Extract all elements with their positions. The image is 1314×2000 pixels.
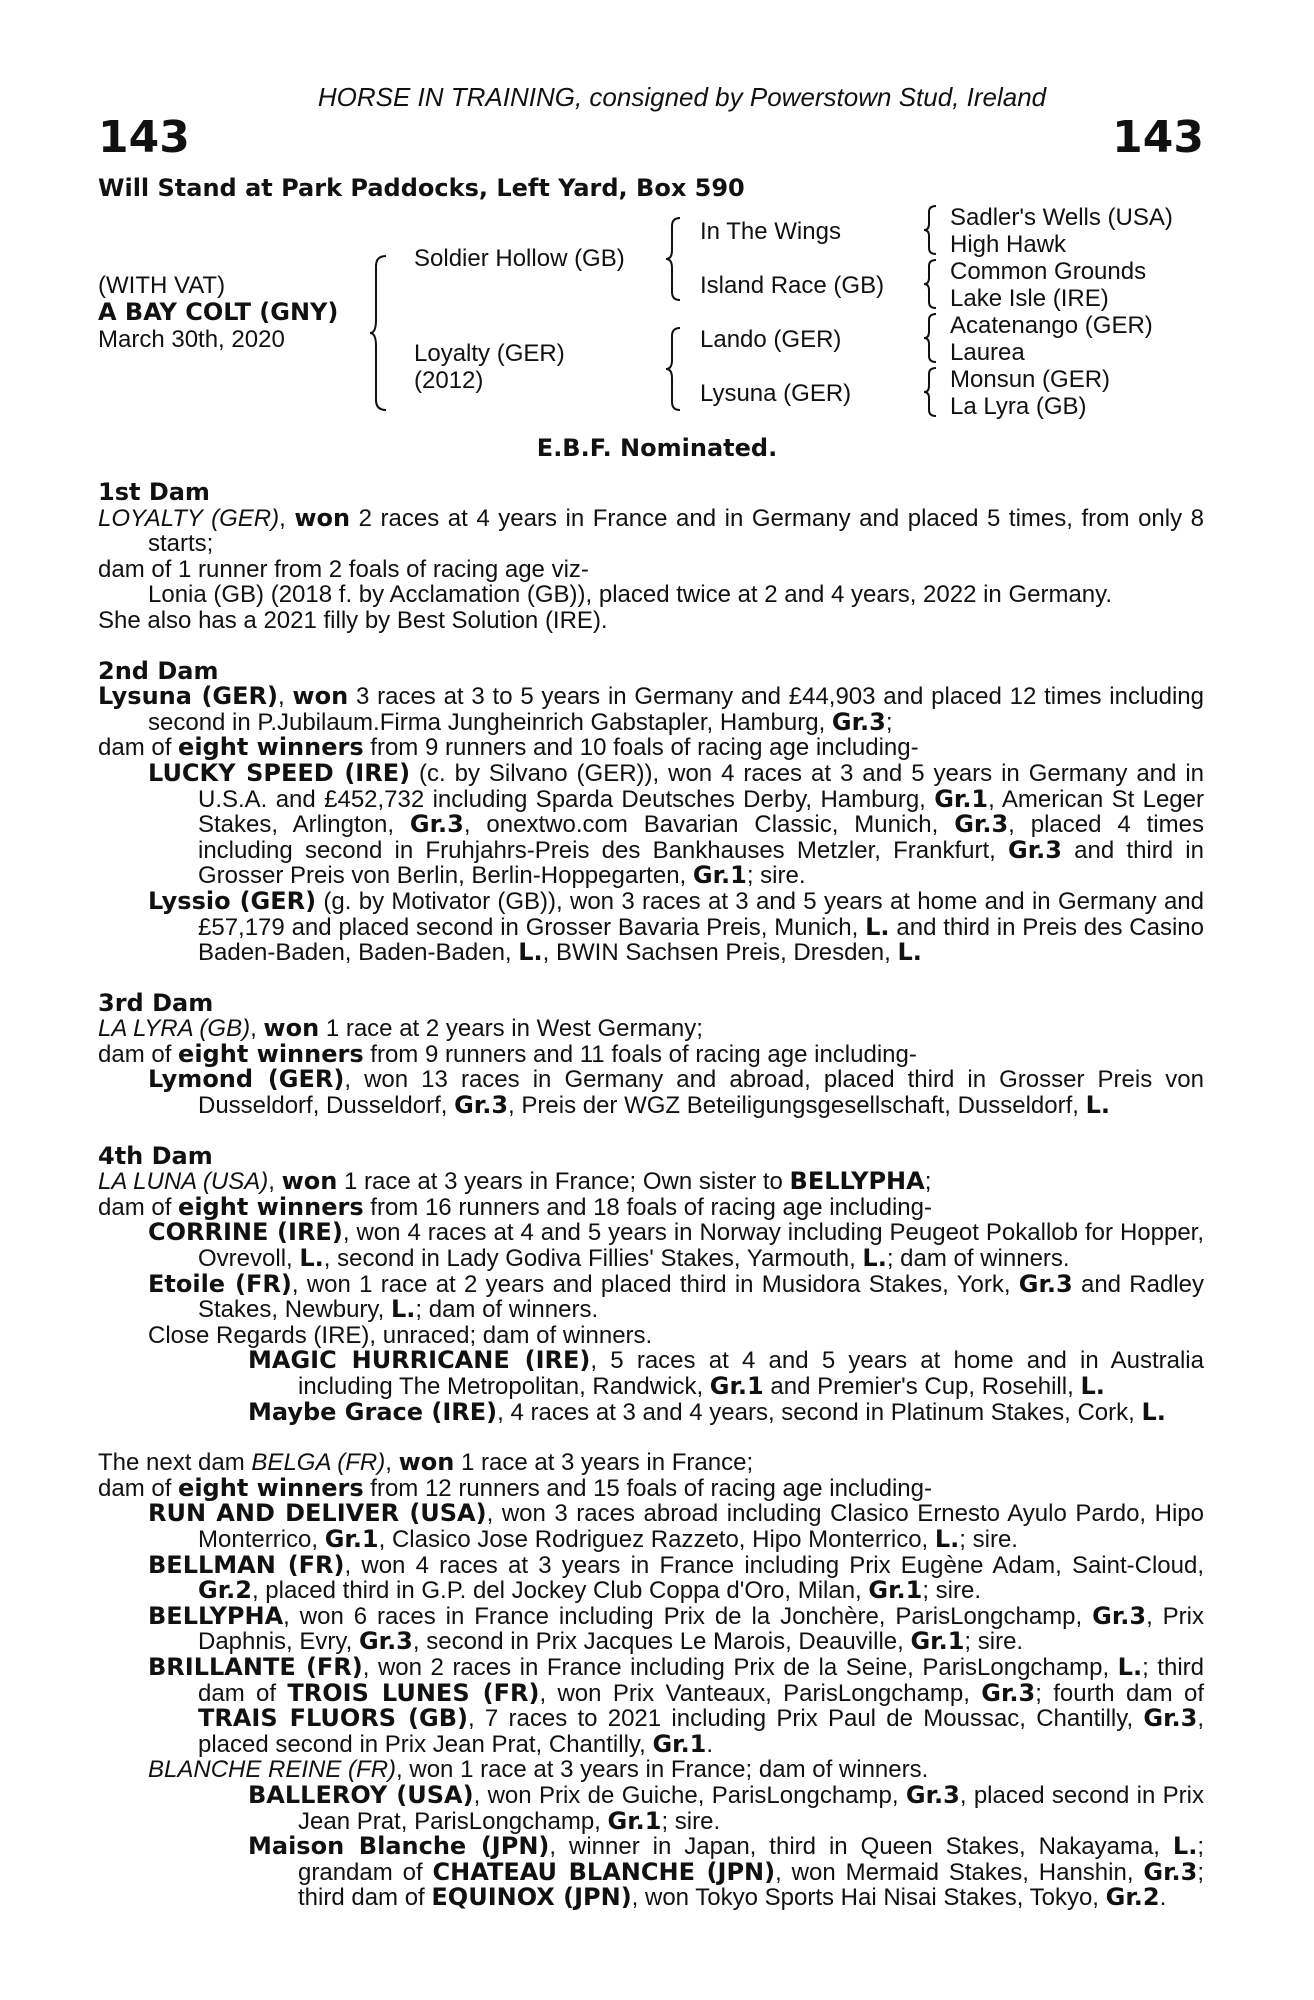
produce-bellypha <box>98 1601 1204 1656</box>
t: , American St Leger Stakes, Arlington, <box>198 785 1204 839</box>
t: ; sire. <box>922 1577 982 1605</box>
grade-label: Gr.1 <box>934 784 989 813</box>
grade-label: Gr.3 <box>1092 1601 1147 1630</box>
grade-label: Gr.3 <box>831 707 886 736</box>
listed-label: L. <box>1085 1091 1111 1120</box>
t: , second in Prix Jacques Le Marois, Deauville, <box>412 1628 911 1656</box>
t: , placed third in G.P. del Jockey Club Coppa d'Oro, Milan, <box>251 1577 869 1605</box>
t: and third in Grosser Preis von Berlin, Berlin-Hoppegarten, <box>198 836 1204 890</box>
t: and Radley Stakes, Newbury, <box>198 1270 1205 1324</box>
horse-equinox: EQUINOX (JPN) <box>431 1883 632 1912</box>
horse-corrine: CORRINE (IRE) <box>148 1218 343 1247</box>
produce-etoile <box>98 1269 1205 1324</box>
dam-of: dam of <box>98 734 179 762</box>
ssd: High Hawk <box>950 231 1067 258</box>
produce-maison-blanche <box>98 1834 1204 1911</box>
t: The next dam <box>98 1449 252 1477</box>
grade-label: Gr.3 <box>1008 835 1062 864</box>
grade-label: Gr.1 <box>607 1806 662 1835</box>
eight-winners: eight winners <box>178 1039 364 1068</box>
dsd: Laurea <box>950 339 1025 366</box>
consignment-line: HORSE IN TRAINING, consigned by Powerstown Stud, Ireland <box>317 82 1047 112</box>
dam-of: dam of <box>98 1474 179 1502</box>
t: , won 1 race at 2 years and placed third in Musidora Stakes, York, <box>291 1270 1019 1298</box>
ebf-nominated: E.B.F. Nominated. <box>536 434 778 462</box>
second-dam-name: Lysuna (GER) <box>98 682 278 711</box>
horse-etoile: Etoile (FR) <box>148 1269 292 1298</box>
sds: Common Grounds <box>950 258 1147 285</box>
t: 1 race at 3 years in France; <box>454 1449 754 1477</box>
listed-label: L. <box>299 1244 324 1273</box>
won-label: won <box>294 503 351 532</box>
fourth-dam-produce <box>98 1192 1204 1221</box>
third-dam-produce <box>98 1039 1204 1068</box>
brace-main <box>368 254 390 412</box>
t: and third in Preis des Casino Baden-Baden, Baden-Baden, <box>198 913 1204 967</box>
grade-label: Gr.1 <box>709 1372 764 1400</box>
t: ; third dam of <box>298 1858 1205 1912</box>
brace-ds <box>922 312 940 364</box>
produce-magic-hurricane <box>98 1348 1204 1399</box>
horse-bellypha: BELLYPHA <box>148 1601 284 1630</box>
listed-label: L. <box>1141 1397 1166 1426</box>
produce-run-and-deliver <box>98 1501 1204 1552</box>
grade-label: Gr.3 <box>358 1627 413 1656</box>
produce-maybe-grace <box>98 1397 1204 1426</box>
eight-winners: eight winners <box>178 1192 364 1221</box>
t: , 7 races to 2021 including Prix Paul de Moussac, Chantilly, <box>467 1705 1144 1733</box>
next-dam-record: The next dam BELGA (FR), won 1 race at 3 years in France; <box>98 1448 754 1477</box>
first-dam-record: LOYALTY (GER), won 2 races at 4 years in France and in Germany and placed 5 times, from only 8 starts; <box>98 503 1205 558</box>
t: ; third dam of <box>198 1653 1204 1707</box>
listed-label: L. <box>518 938 543 967</box>
produce-brillante <box>98 1652 1204 1758</box>
won-label: won <box>281 1167 338 1196</box>
t: , placed second in Prix Jean Prat, Chantilly, <box>198 1705 1204 1758</box>
t: , won 4 races at 4 and 5 years in Norway including Peugeot Pokallob for Hopper, Ovrevoll, <box>198 1219 1205 1273</box>
fourth-dam-name: LA LUNA (USA) <box>98 1168 269 1196</box>
first-dam-text: 2 races at 4 years in France and in Germany and placed 5 times, from only 8 starts; <box>148 504 1205 558</box>
produce-balleroy <box>98 1780 1204 1835</box>
grade-label: Gr.1 <box>692 861 747 890</box>
brace-ss <box>922 204 940 256</box>
listed-label: L. <box>862 1244 887 1273</box>
sire: Soldier Hollow (GB) <box>414 245 625 272</box>
listed-label: L. <box>390 1295 416 1324</box>
t: , won 3 races abroad including Clasico Ernesto Ayulo Pardo, Hipo Monterrico, <box>198 1500 1204 1553</box>
grade-label: Gr.3 <box>409 810 464 839</box>
grade-label: Gr.3 <box>905 1780 960 1809</box>
t: , Prix Daphnis, Evry, <box>198 1602 1204 1656</box>
punct: ; <box>924 1168 932 1196</box>
t: , won Prix de Guiche, ParisLongchamp, <box>473 1781 906 1809</box>
punct: . <box>1159 1884 1167 1912</box>
third-dam-heading: 3rd Dam <box>98 988 214 1017</box>
horse-run-and-deliver: RUN AND DELIVER (USA) <box>148 1499 487 1528</box>
t: (g. by Motivator (GB)), won 3 races at 3 and 5 years at home and in Germany and £57,179 and placed second in Grosser Bavaria Preis, Munich, <box>198 887 1204 941</box>
grade-label: Gr.3 <box>981 1678 1036 1707</box>
brace-dd <box>922 366 940 418</box>
listed-label: L. <box>1117 1652 1143 1681</box>
fourth-dam-heading: 4th Dam <box>98 1141 213 1170</box>
t: , Clasico Jose Rodriguez Razzeto, Hipo Monterrico, <box>378 1525 935 1553</box>
t: ; sire. <box>964 1628 1024 1656</box>
second-dam-text: 3 races at 3 to 5 years in Germany and £44,903 and placed 12 times including second in P.Jubilaum.Firma Jungheinrich Gabstapler, Hamburg, <box>148 683 1205 736</box>
eight-winners: eight winners <box>178 1473 364 1502</box>
first-dam-heading: 1st Dam <box>98 478 210 506</box>
t: , 4 races at 3 and 4 years, second in Platinum Stakes, Cork, <box>497 1398 1142 1426</box>
t: , second in Lady Godiva Fillies' Stakes, Yarmouth, <box>323 1245 863 1273</box>
horse-balleroy: BALLEROY (USA) <box>248 1780 474 1809</box>
horse-lymond: Lymond (GER) <box>148 1065 345 1094</box>
lot-number-left: 143 <box>98 112 190 163</box>
produce-corrine <box>98 1220 1204 1271</box>
won-label: won <box>292 682 349 711</box>
t: , won 2 races in France including Prix de la Seine, ParisLongchamp, <box>362 1653 1118 1681</box>
t: from 9 runners and 11 foals of racing age including- <box>363 1040 917 1068</box>
grade-label: Gr.3 <box>1143 1704 1198 1733</box>
t: , won 4 races at 3 years in France including Prix Eugène Adam, Saint-Cloud, <box>344 1551 1205 1579</box>
t: , won 13 races in Germany and abroad, placed third in Grosser Preis von Dusseldorf, Dusseldorf, <box>198 1066 1205 1120</box>
t: , won 1 race at 3 years in France; dam of winners. <box>396 1756 929 1784</box>
produce-lyssio <box>98 886 1204 967</box>
grade-label: Gr.2 <box>1105 1883 1160 1912</box>
produce-lymond <box>98 1067 1204 1118</box>
dam-of: dam of <box>98 1040 179 1068</box>
grade-label: Gr.3 <box>1018 1269 1073 1298</box>
horse-magic-hurricane: MAGIC HURRICANE (IRE) <box>248 1346 591 1375</box>
t: from 16 runners and 18 foals of racing age including- <box>363 1193 932 1221</box>
grade-label: Gr.1 <box>868 1576 923 1605</box>
t: 1 race at 3 years in France; Own sister to <box>337 1168 790 1196</box>
second-dam-record: Lysuna (GER), won 3 races at 3 to 5 years in Germany and £44,903 and placed 12 times including second in P.Jubilaum.Firma Jungheinrich Gabstapler, Hamburg, Gr.3; <box>98 682 1205 736</box>
horse-lucky-speed: LUCKY SPEED (IRE) <box>148 758 411 787</box>
sire-dam: Island Race (GB) <box>700 272 885 299</box>
t: ; sire. <box>959 1525 1018 1553</box>
listed-label: L. <box>865 912 890 941</box>
produce-close-regards: Close Regards (IRE), unraced; dam of winners. <box>148 1321 653 1349</box>
dam-sire: Lando (GER) <box>700 326 842 353</box>
next-dam-produce <box>98 1473 1204 1502</box>
produce-lucky-speed <box>98 758 1204 890</box>
horse-blanche-reine: BLANCHE REINE (FR) <box>148 1756 397 1784</box>
grade-label: Gr.1 <box>910 1627 965 1656</box>
grade-label: Gr.1 <box>324 1524 379 1553</box>
date-of-birth: March 30th, 2020 <box>98 326 285 353</box>
first-dam-note: She also has a 2021 filly by Best Solution (IRE). <box>98 606 608 634</box>
ddd: La Lyra (GB) <box>950 393 1087 420</box>
t: ; sire. <box>661 1807 721 1835</box>
horse-bellypha: BELLYPHA <box>789 1167 925 1196</box>
listed-label: L. <box>1172 1832 1198 1861</box>
won-label: won <box>263 1014 320 1043</box>
horse-maison-blanche: Maison Blanche (JPN) <box>248 1832 550 1861</box>
second-dam-produce <box>98 735 1204 761</box>
t: ; dam of winners. <box>415 1296 599 1324</box>
produce-lonia: Lonia (GB) (2018 f. by Acclamation (GB)), placed twice at 2 and 4 years, 2022 in Germany. <box>148 581 1113 609</box>
t: ; dam of winners. <box>886 1245 1070 1273</box>
punct: ; <box>885 708 893 736</box>
brace-dam <box>664 326 684 412</box>
listed-label: L. <box>934 1524 960 1553</box>
t: (c. by Silvano (GER)), won 4 races at 3 and 5 years in Germany and in U.S.A. and £452,732 including Sparda Deutsches Derby, Hamburg, <box>198 759 1204 813</box>
sire-sire: In The Wings <box>700 218 841 245</box>
next-dam-name: BELGA (FR) <box>251 1449 386 1477</box>
t: ; sire. <box>746 862 806 890</box>
dam-dam: Lysuna (GER) <box>700 380 852 407</box>
dss: Acatenango (GER) <box>950 312 1153 339</box>
third-dam-name: LA LYRA (GB) <box>98 1015 251 1043</box>
fourth-dam-record: LA LUNA (USA), won 1 race at 3 years in France; Own sister to BELLYPHA; <box>98 1167 932 1196</box>
brace-sd <box>922 258 940 310</box>
grade-label: Gr.3 <box>454 1091 509 1120</box>
t: and Premier's Cup, Rosehill, <box>763 1373 1081 1400</box>
horse-maybe-grace: Maybe Grace (IRE) <box>248 1397 498 1426</box>
t: , BWIN Sachsen Preis, Dresden, <box>542 939 898 967</box>
horse-brillante: BRILLANTE (FR) <box>148 1652 363 1681</box>
t: , placed 4 times including second in Fruhjahrs-Preis des Bankhauses Metzler, Frankfurt, <box>198 811 1204 864</box>
t: , placed second in Prix Jean Prat, ParisLongchamp, <box>298 1781 1204 1835</box>
punct: . <box>706 1730 714 1758</box>
grade-label: Gr.3 <box>954 810 1009 839</box>
t: ; grandam of <box>298 1833 1205 1886</box>
t: ; fourth dam of <box>1035 1679 1204 1707</box>
sdd: Lake Isle (IRE) <box>950 285 1109 312</box>
horse-trois-lunes: TROIS LUNES (FR) <box>287 1678 540 1707</box>
t: from 12 runners and 15 foals of racing age including- <box>363 1474 932 1502</box>
dds: Monsun (GER) <box>950 366 1111 393</box>
horse-trais-fluors: TRAIS FLUORS (GB) <box>198 1704 468 1733</box>
listed-label: L. <box>897 938 922 967</box>
listed-label: L. <box>1080 1372 1105 1400</box>
catalogue-body <box>98 480 1204 1911</box>
dam-of: dam of <box>98 1193 179 1221</box>
brace-sire <box>664 216 684 302</box>
t: , won Prix Vanteaux, ParisLongchamp, <box>539 1679 982 1707</box>
stand-location: Will Stand at Park Paddocks, Left Yard, Box 590 <box>98 174 745 202</box>
second-dam-heading: 2nd Dam <box>98 656 219 685</box>
grade-label: Gr.1 <box>652 1729 707 1758</box>
produce-text: from 9 runners and 10 foals of racing age including- <box>363 734 919 762</box>
produce-bellman <box>98 1550 1205 1605</box>
t: , won Mermaid Stakes, Hanshin, <box>775 1858 1144 1886</box>
horse-lyssio: Lyssio (GER) <box>148 886 317 915</box>
grade-label: Gr.3 <box>1143 1857 1198 1886</box>
horse-chateau-blanche: CHATEAU BLANCHE (JPN) <box>432 1857 776 1886</box>
vat-note: (WITH VAT) <box>98 272 226 299</box>
won-label: won <box>398 1448 455 1477</box>
t: , 5 races at 4 and 5 years at home and in Australia including The Metropolitan, Randwick, <box>298 1347 1204 1400</box>
eight-winners: eight winners <box>178 733 364 762</box>
t: 1 race at 2 years in West Germany; <box>319 1015 703 1043</box>
third-dam-record: LA LYRA (GB), won 1 race at 2 years in West Germany; <box>98 1014 703 1043</box>
t: , Preis der WGZ Beteiligungsgesellschaft, Dusseldorf, <box>508 1092 1086 1120</box>
t: , onextwo.com Bavarian Classic, Munich, <box>463 811 955 839</box>
horse-bellman: BELLMAN (FR) <box>148 1550 345 1579</box>
first-dam-name: LOYALTY (GER) <box>98 504 280 532</box>
dam-line-1: Loyalty (GER) <box>414 340 565 367</box>
grade-label: Gr.2 <box>198 1576 252 1605</box>
t: , winner in Japan, third in Queen Stakes, Nakayama, <box>549 1833 1173 1861</box>
sss: Sadler's Wells (USA) <box>950 204 1173 231</box>
dam-line-2: (2012) <box>414 367 484 394</box>
produce-blanche-reine <box>98 1757 1204 1783</box>
first-dam-produce: dam of 1 runner from 2 foals of racing age viz- <box>98 555 589 583</box>
t: , won 6 races in France including Prix de la Jonchère, ParisLongchamp, <box>283 1602 1093 1630</box>
t: , won Tokyo Sports Hai Nisai Stakes, Tokyo, <box>631 1884 1106 1912</box>
horse-name: A BAY COLT (GNY) <box>98 298 339 326</box>
lot-number-right: 143 <box>1112 112 1204 163</box>
